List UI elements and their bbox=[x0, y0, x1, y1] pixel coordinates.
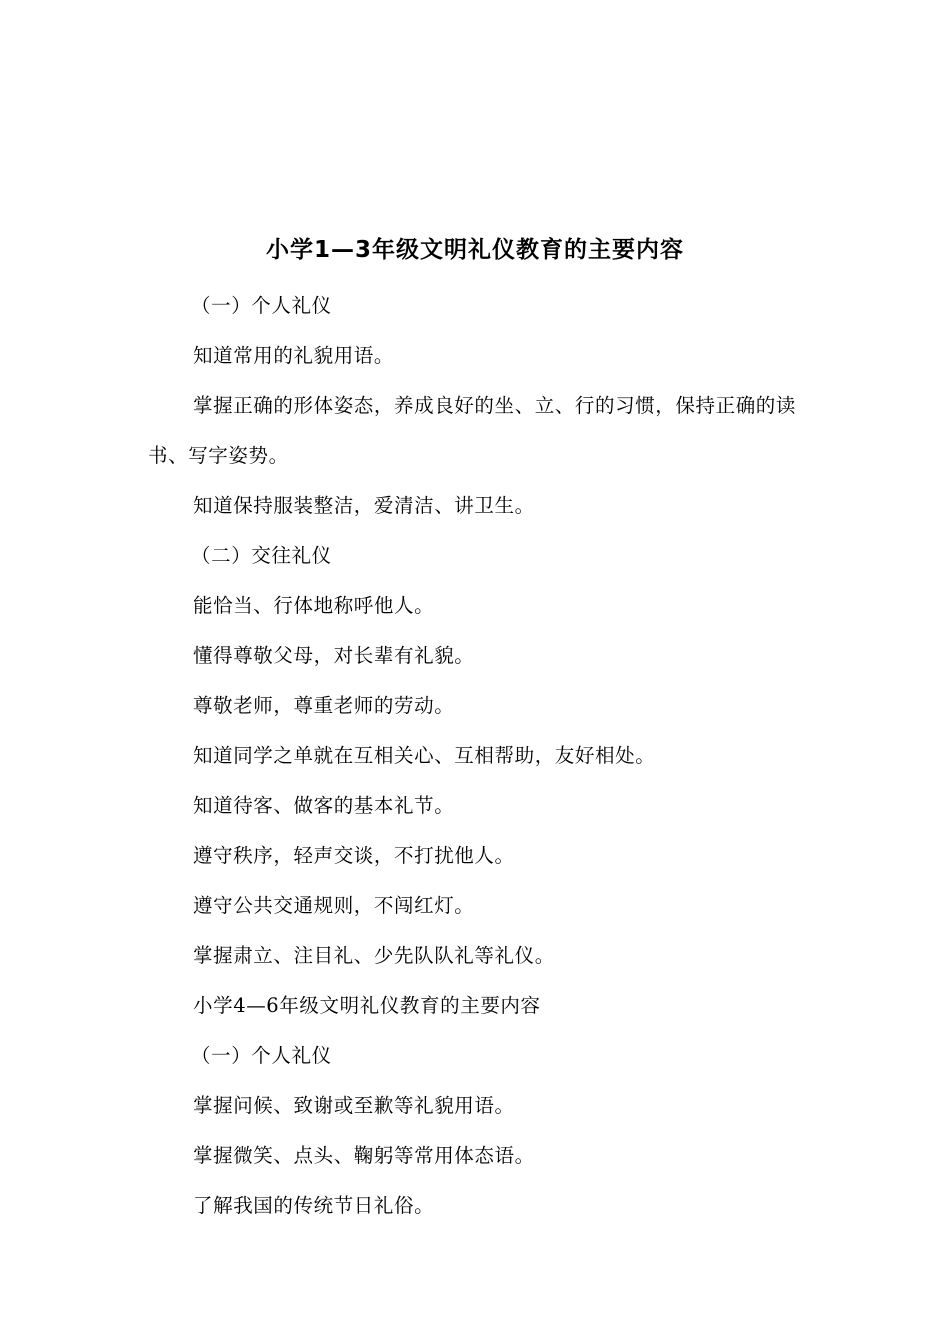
paragraph: 知道常用的礼貌用语。 bbox=[193, 344, 395, 367]
paragraph: 掌握微笑、点头、鞠躬等常用体态语。 bbox=[193, 1144, 535, 1167]
paragraph: 遵守秩序，轻声交谈，不打扰他人。 bbox=[193, 844, 515, 867]
paragraph: 掌握问候、致谢或至歉等礼貌用语。 bbox=[193, 1094, 515, 1117]
document-body bbox=[148, 281, 808, 1231]
paragraph: 知道同学之单就在互相关心、互相帮助，友好相处。 bbox=[193, 744, 656, 767]
paragraph: 知道保持服装整洁，爱清洁、讲卫生。 bbox=[193, 494, 535, 517]
subtitle-grades-4-6: 小学4—6年级文明礼仪教育的主要内容 bbox=[193, 994, 541, 1017]
paragraph: 懂得尊敬父母，对长辈有礼貌。 bbox=[193, 644, 475, 667]
section-heading-personal-etiquette: （一）个人礼仪 bbox=[191, 294, 332, 317]
document-title: 小学1—3年级文明礼仪教育的主要内容 bbox=[265, 237, 684, 263]
paragraph: 能恰当、行体地称呼他人。 bbox=[193, 594, 435, 617]
paragraph: 知道待客、做客的基本礼节。 bbox=[193, 794, 455, 817]
section-heading-social-etiquette: （二）交往礼仪 bbox=[191, 544, 332, 567]
paragraph: 遵守公共交通规则，不闯红灯。 bbox=[193, 894, 475, 917]
paragraph: 掌握正确的形体姿态，养成良好的坐、立、行的习惯，保持正确的读书、写字姿势。 bbox=[148, 394, 797, 467]
paragraph: 了解我国的传统节日礼俗。 bbox=[193, 1194, 435, 1217]
section-heading-personal-etiquette: （一）个人礼仪 bbox=[191, 1044, 332, 1067]
paragraph: 尊敬老师，尊重老师的劳动。 bbox=[193, 694, 455, 717]
paragraph: 掌握肃立、注目礼、少先队队礼等礼仪。 bbox=[193, 944, 555, 967]
